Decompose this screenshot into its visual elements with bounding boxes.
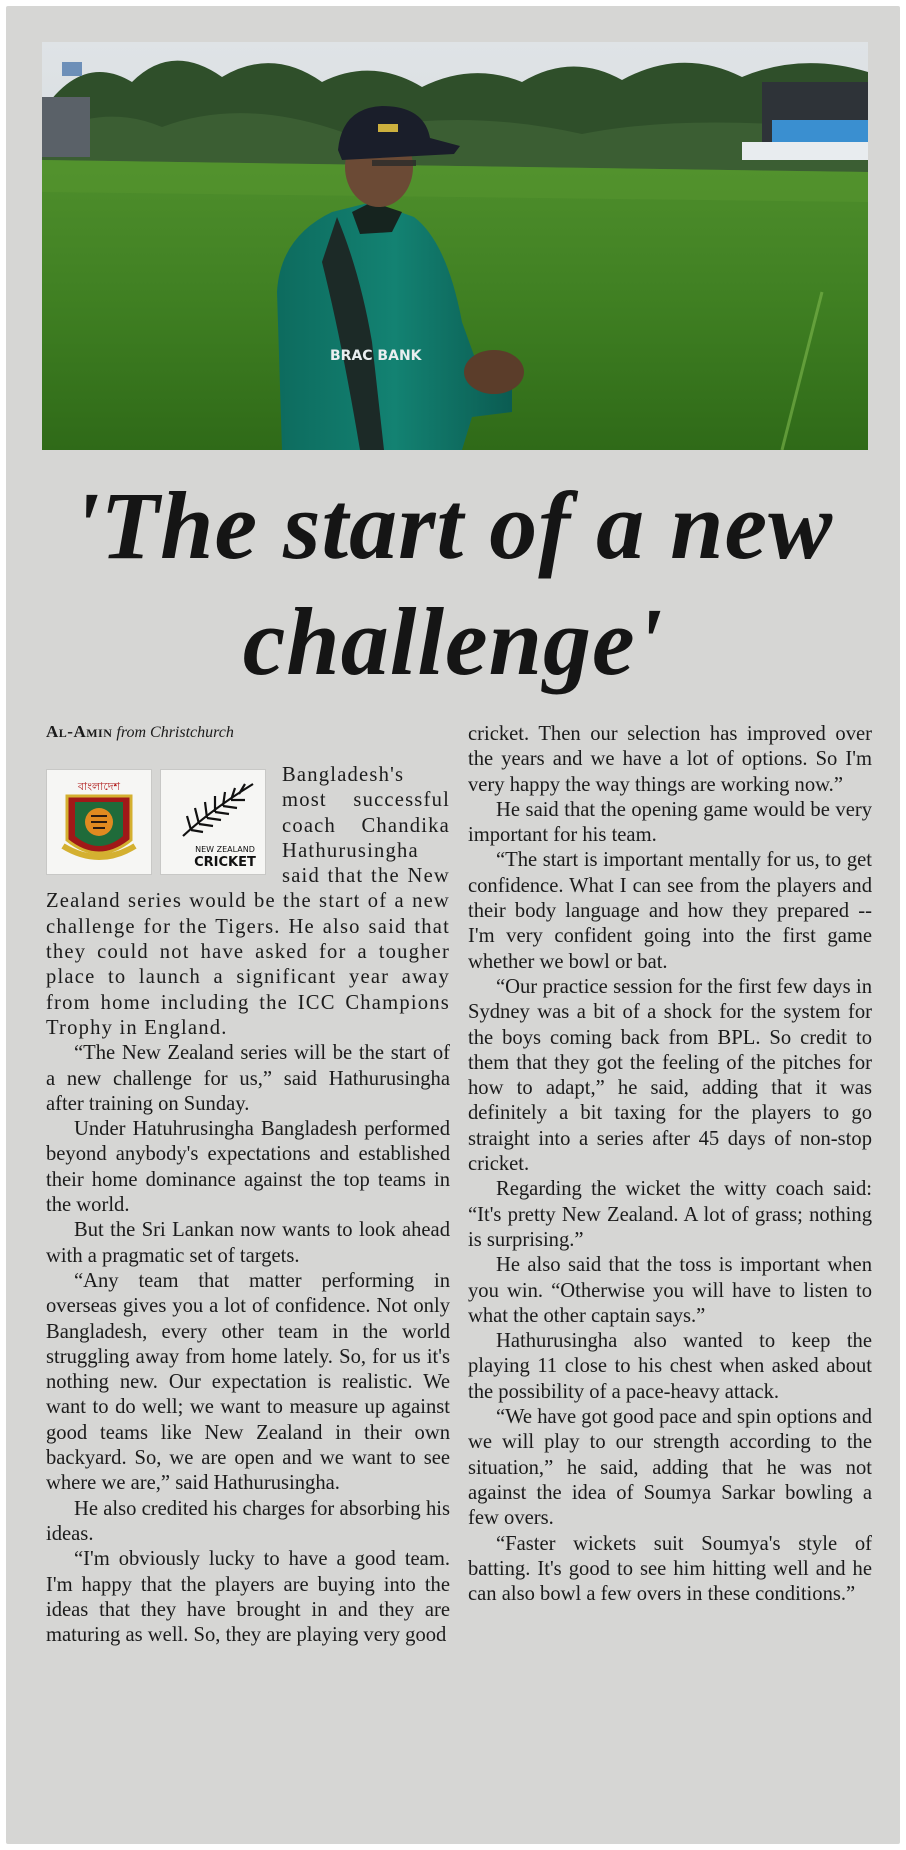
paragraph: Bangladesh's most successful coach Chandika Hathurusingha said that the New Zealand series would be the start of a new challenge for the Tigers. He also said that they could not have asked for a tougher place to launch a significant year away from home including the ICC Champions Trophy in England. [46,764,450,1039]
article-column-right [468,722,872,1607]
logos [46,769,268,877]
paragraph: Under Hatuhrusingha Bangladesh performed beyond anybody's expectations and established their home dominance against the top teams in the world. [46,1118,450,1217]
nz-logo-line2: CRICKET [194,855,256,870]
bangladesh-cricket-logo [46,769,152,875]
bcb-logo-text: বাংলাদেশ [77,780,121,793]
paragraph: He also credited his charges for absorbing his ideas. [46,1497,450,1545]
byline [46,722,450,743]
new-zealand-cricket-logo [160,769,266,875]
silver-fern-icon [183,784,253,836]
paragraph: Hathurusingha also wanted to keep the playing 11 close to his chest when asked about the possibility of a pace-heavy attack. [468,1330,872,1403]
article-column-left [46,722,450,1648]
byline-location: from Christchurch [116,724,234,741]
newspaper-page [6,6,900,1844]
paragraph: He also said that the toss is important when you win. “Otherwise you will have to listen to what the other captain says.” [468,1254,872,1327]
paragraph: Regarding the wicket the witty coach said: “It's pretty New Zealand. A lot of grass; nothing is surprising.” [468,1178,872,1251]
paragraph: “I'm obviously lucky to have a good team. I'm happy that the players are buying into the ideas that they have brought in and they are maturing as well. So, they are playing very good [46,1548,450,1647]
article-photo [42,42,868,450]
paragraph: “Faster wickets suit Soumya's style of batting. It's good to see him hitting well and he can also bowl a few overs in these conditions.” [468,1532,872,1606]
jersey-sponsor-text: BRAC BANK [330,348,422,364]
headline: 'The start of a new challenge' [72,472,834,695]
byline-author: Al-Amin [46,722,113,741]
paragraph: “Our practice session for the first few days in Sydney was a bit of a shock for the system for the boys coming back from BPL. So credit to them that they got the feeling of the pitches for how to adapt,” he said, adding that it was definitely a bit taxing for the players to go straight into a series after 45 days of non-stop cricket. [468,975,872,1176]
paragraph: “The New Zealand series will be the start of a new challenge for us,” said Hathurusingha after training on Sunday. [46,1042,450,1115]
coach-on-field-photo [42,42,868,450]
paragraph: “Any team that matter performing in overseas gives you a lot of confidence. Not only Bangladesh, every other team in the world struggling away from home lately. So, for us it's nothing new. Our expectation is realistic. We want to do well; we want to measure up against good teams like New Zealand in their own backyard. So, we are open and we want to see where we are,” said Hathurusingha. [46,1269,450,1495]
paragraph: “The start is important mentally for us, to get confidence. What I can see from the players and their body language and how they prepared -- I'm very confident going into the first game whether we bowl or bat. [468,849,872,973]
paragraph: “We have got good pace and spin options and we will play to our strength according to the situation,” he said, adding that he was not against the idea of Soumya Sarkar bowling a few overs. [468,1406,872,1530]
paragraph: But the Sri Lankan now wants to look ahead with a pragmatic set of targets. [46,1219,450,1267]
paragraph: cricket. Then our selection has improved over the years and we have a lot of options. So I'm very happy the way things are working now.” [468,723,872,796]
paragraph: He said that the opening game would be very important for his team. [468,798,872,847]
nz-logo-line1: NEW ZEALAND [195,845,255,854]
